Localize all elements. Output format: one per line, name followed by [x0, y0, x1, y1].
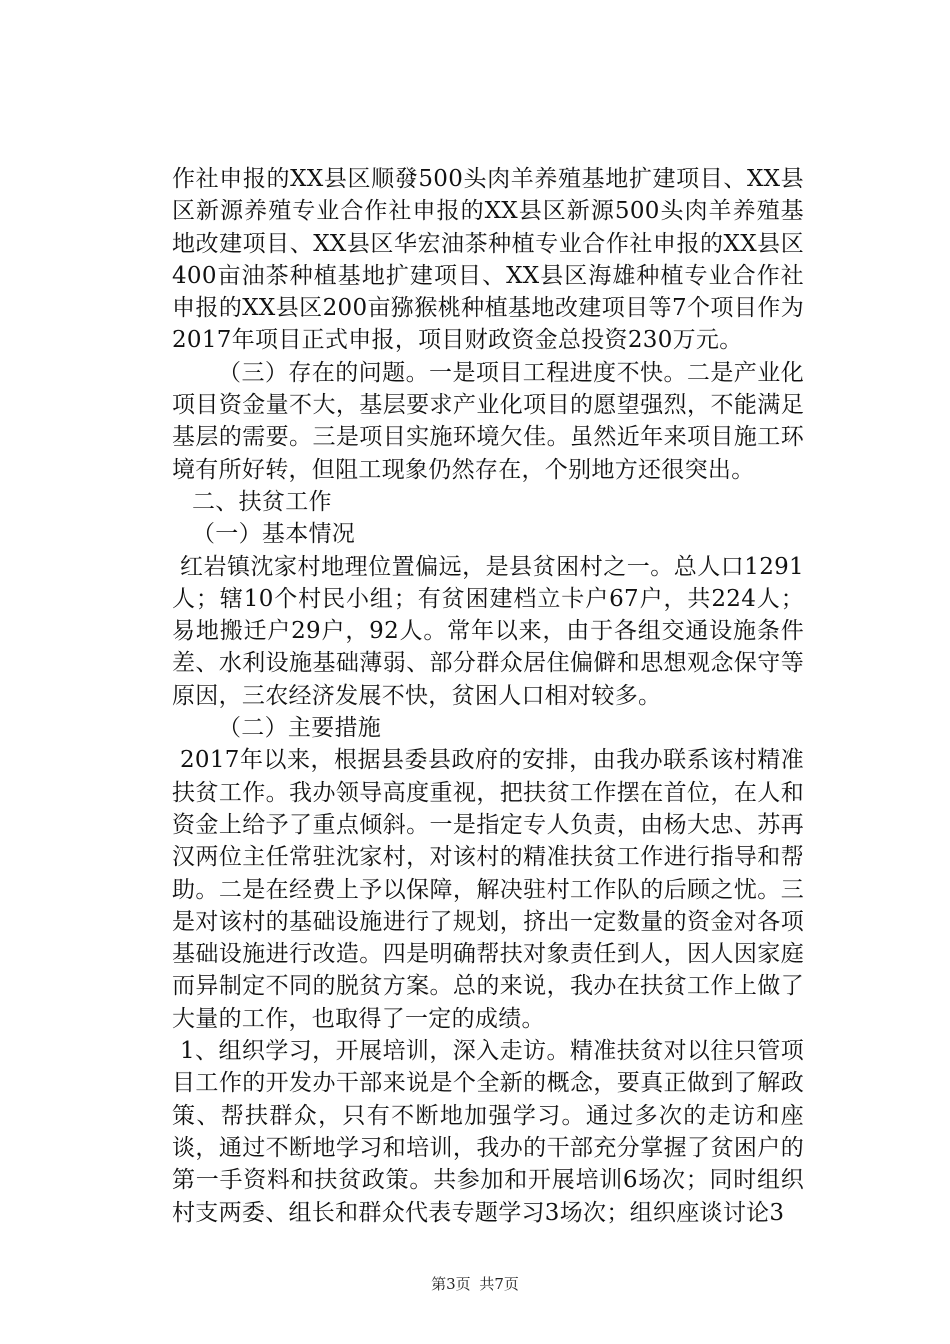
page-number: 第3页 — [431, 1275, 471, 1293]
paragraph-project-list: 作社申报的XX县区顺發500头肉羊养殖基地扩建项目、XX县区新源养殖专业合作社申报的XX县区新源500头肉羊养殖基地改建项目、XX县区华宏油茶种植专业合作社申报的XX县区400亩油茶种植基地扩建项目、XX县区海雄种植专业合作社申报的XX县区200亩猕猴桃种植基地改建项目等7个项目作为2017年项目正式申报，项目财政资金总投资230万元。 — [172, 166, 804, 354]
paragraph-existing-problems: （三）存在的问题。一是项目工程进度不快。二是产业化项目资金量不大，基层要求产业化项目的愿望强烈，不能满足基层的需要。三是项目实施环境欠佳。虽然近年来项目施工环境有所好转，但阻工现象仍然存在，个别地方还很突出。 — [172, 359, 804, 483]
heading-basic-situation: （一）基本情况 — [192, 521, 356, 548]
paragraph-basic-situation: 红岩镇沈家村地理位置偏远，是县贫困村之一。总人口1291人；辖10个村民小组；有贫困建档立卡户67户，共224人；易地搬迁户29户，92人。常年以来，由于各组交通设施条件差、水利设施基础薄弱、部分群众居住偏僻和思想观念保守等原因，三农经济发展不快，贫困人口相对较多。 — [172, 553, 804, 709]
paragraph-study-training: 1、组织学习，开展培训，深入走访。精准扶贫对以往只管项目工作的开发办干部来说是个全新的概念，要真正做到了解政策、帮扶群众，只有不断地加强学习。通过多次的走访和座谈，通过不断地学习和培训，我办的干部充分掌握了贫困户的第一手资料和扶贫政策。共参加和开展培训6场次；同时组织村支两委、组长和群众代表专题学习3场次；组织座谈讨论3 — [172, 1038, 804, 1226]
paragraph-main-measures: 2017年以来，根据县委县政府的安排，由我办联系该村精准扶贫工作。我办领导高度重视，把扶贫工作摆在首位，在人和资金上给予了重点倾斜。一是指定专人负责，由杨大忠、苏再汉两位主任常驻沈家村，对该村的精准扶贫工作进行指导和帮助。二是在经费上予以保障，解决驻村工作队的后顾之忧。三是对该村的基础设施进行了规划，挤出一定数量的资金对各项基础设施进行改造。四是明确帮扶对象责任到人，因人因家庭而异制定不同的脱贫方案。总的来说，我办在扶贫工作上做了大量的工作，也取得了一定的成绩。 — [172, 747, 804, 1032]
heading-poverty-work: 二、扶贫工作 — [192, 488, 332, 515]
document-body — [172, 163, 804, 1229]
heading-main-measures: （二）主要措施 — [218, 715, 382, 742]
page-footer — [0, 1273, 950, 1294]
page-total: 共7页 — [479, 1275, 519, 1293]
